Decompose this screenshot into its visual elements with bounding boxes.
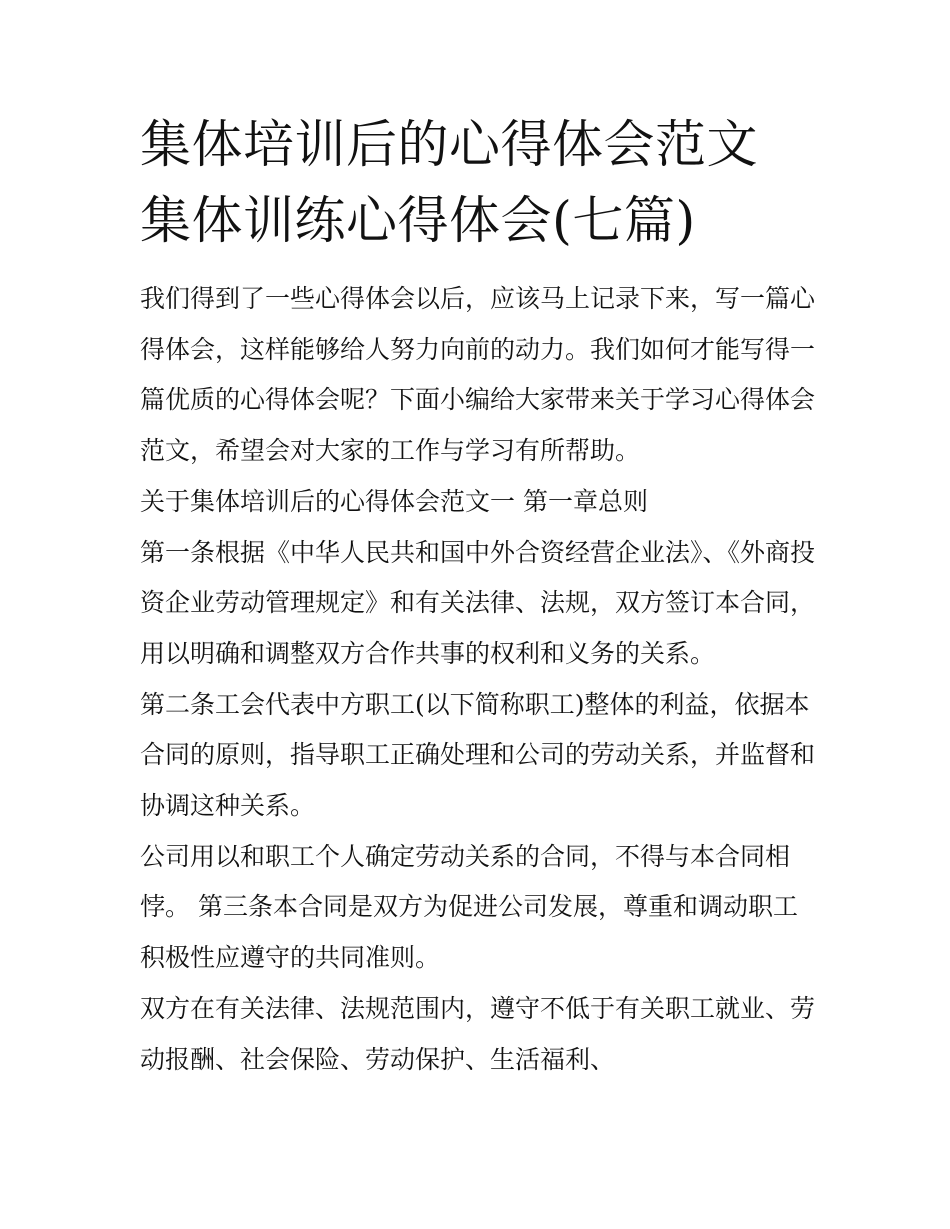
paragraph-article-1: 第一条根据《中华人民共和国中外合资经营企业法》、《外商投资企业劳动管理规定》和有关法律、法规，双方签订本合同，用以明确和调整双方合作共事的权利和义务的关系。 <box>140 537 816 668</box>
document-page <box>140 108 816 1085</box>
paragraph-section-heading: 关于集体培训后的心得体会范文一 第一章总则 <box>140 486 648 516</box>
document-title: 集体培训后的心得体会范文 集体训练心得体会(七篇) <box>140 116 759 251</box>
paragraph-article-2: 第二条工会代表中方职工(以下简称职工)整体的利益，依据本合同的原则，指导职工正确处理和公司的劳动关系，并监督和协调这种关系。 <box>140 689 816 821</box>
paragraph-obligations: 双方在有关法律、法规范围内，遵守不低于有关职工就业、劳动报酬、社会保险、劳动保护、生活福利、 <box>140 993 816 1074</box>
document-body <box>140 274 816 1085</box>
paragraph-article-3: 公司用以和职工个人确定劳动关系的合同，不得与本合同相悖。 第三条本合同是双方为促进公司发展，尊重和调动职工积极性应遵守的共同准则。 <box>140 841 798 973</box>
paragraph-intro: 我们得到了一些心得体会以后，应该马上记录下来，写一篇心得体会，这样能够给人努力向前的动力。我们如何才能写得一篇优质的心得体会呢？下面小编给大家带来关于学习心得体会范文，希望会对大家的工作与学习有所帮助。 <box>140 284 816 466</box>
